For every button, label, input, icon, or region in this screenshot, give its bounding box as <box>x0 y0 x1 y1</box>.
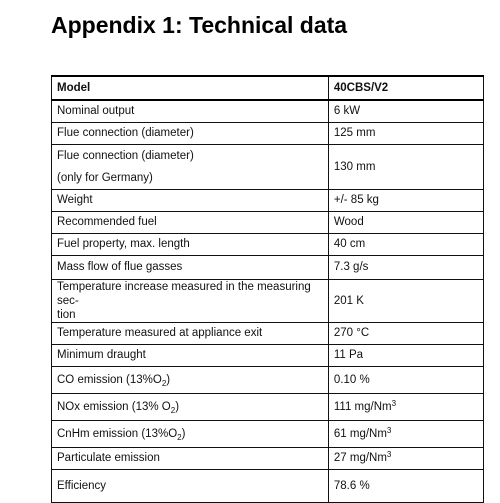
row-value-nox-emission <box>328 393 483 420</box>
table-row <box>52 279 484 322</box>
row-label-fuel-property: Fuel property, max. length <box>52 233 329 255</box>
row-value-flue-connection: 125 mm <box>328 122 483 144</box>
row-label-flue-connection-germany <box>52 144 329 189</box>
table-row <box>52 322 484 344</box>
subscript: 2 <box>161 378 167 388</box>
table-row <box>52 144 484 189</box>
table-row <box>52 344 484 366</box>
row-label-weight: Weight <box>52 189 329 211</box>
table-row <box>52 122 484 144</box>
value-text: 27 mg/Nm <box>333 452 387 464</box>
header-model-value: 40CBS/V2 <box>328 76 483 100</box>
table-row <box>52 366 484 393</box>
row-label-co-emission <box>52 366 329 393</box>
row-label-line: Flue connection (diameter) <box>57 149 194 162</box>
row-label-line: Temperature increase measured in the measuring sec- <box>57 280 311 307</box>
page-title: Appendix 1: Technical data <box>51 12 348 38</box>
row-label-efficiency: Efficiency <box>52 469 329 502</box>
row-label-temperature-increase <box>52 279 329 322</box>
subscript: 2 <box>170 405 176 415</box>
label-text: CnHm emission (13%O <box>57 427 178 440</box>
row-value-mass-flow: 7.3 g/s <box>328 255 483 279</box>
table-row <box>52 420 484 447</box>
label-text: ) <box>175 400 180 413</box>
row-label-line: (only for Germany) <box>57 171 153 184</box>
superscript: 3 <box>386 425 392 435</box>
row-value-fuel-property: 40 cm <box>328 233 483 255</box>
superscript: 3 <box>391 398 397 408</box>
row-label-flue-connection: Flue connection (diameter) <box>52 122 329 144</box>
row-value-temperature-increase: 201 K <box>328 279 483 322</box>
row-value-co-emission: 0.10 % <box>328 366 483 393</box>
label-text: NOx emission (13% O <box>57 400 171 413</box>
value-text: 61 mg/Nm <box>333 427 387 440</box>
row-label-temperature-exit: Temperature measured at appliance exit <box>52 322 329 344</box>
row-value-particulate-emission <box>328 447 483 469</box>
row-label-mass-flow: Mass flow of flue gasses <box>52 255 329 279</box>
row-value-flue-connection-germany: 130 mm <box>328 144 483 189</box>
superscript: 3 <box>386 450 392 459</box>
row-label-minimum-draught: Minimum draught <box>52 344 329 366</box>
row-label-line: tion <box>57 308 76 321</box>
label-text: CO emission (13%O <box>57 373 162 386</box>
row-value-weight: +/- 85 kg <box>328 189 483 211</box>
row-label-nox-emission <box>52 393 329 420</box>
table-row <box>52 233 484 255</box>
value-text: 111 mg/Nm <box>333 400 392 413</box>
table-row <box>52 469 484 502</box>
technical-data-table <box>51 75 484 503</box>
row-value-nominal-output: 6 kW <box>328 100 483 122</box>
row-value-minimum-draught: 11 Pa <box>328 344 483 366</box>
row-value-efficiency: 78.6 % <box>328 469 483 502</box>
table-row <box>52 393 484 420</box>
table-row <box>52 255 484 279</box>
table-row <box>52 100 484 122</box>
label-text: ) <box>166 373 171 386</box>
row-value-recommended-fuel: Wood <box>328 211 483 233</box>
row-value-temperature-exit: 270 °C <box>328 322 483 344</box>
label-text: ) <box>181 427 186 440</box>
header-model-label: Model <box>52 76 329 100</box>
row-label-particulate-emission: Particulate emission <box>52 447 329 469</box>
table-row <box>52 211 484 233</box>
row-label-cnhm-emission <box>52 420 329 447</box>
subscript: 2 <box>177 432 182 442</box>
table-row <box>52 447 484 469</box>
row-label-nominal-output: Nominal output <box>52 100 329 122</box>
table-row <box>52 189 484 211</box>
row-label-recommended-fuel: Recommended fuel <box>52 211 329 233</box>
table-header-row <box>52 76 484 100</box>
row-value-cnhm-emission <box>328 420 483 447</box>
